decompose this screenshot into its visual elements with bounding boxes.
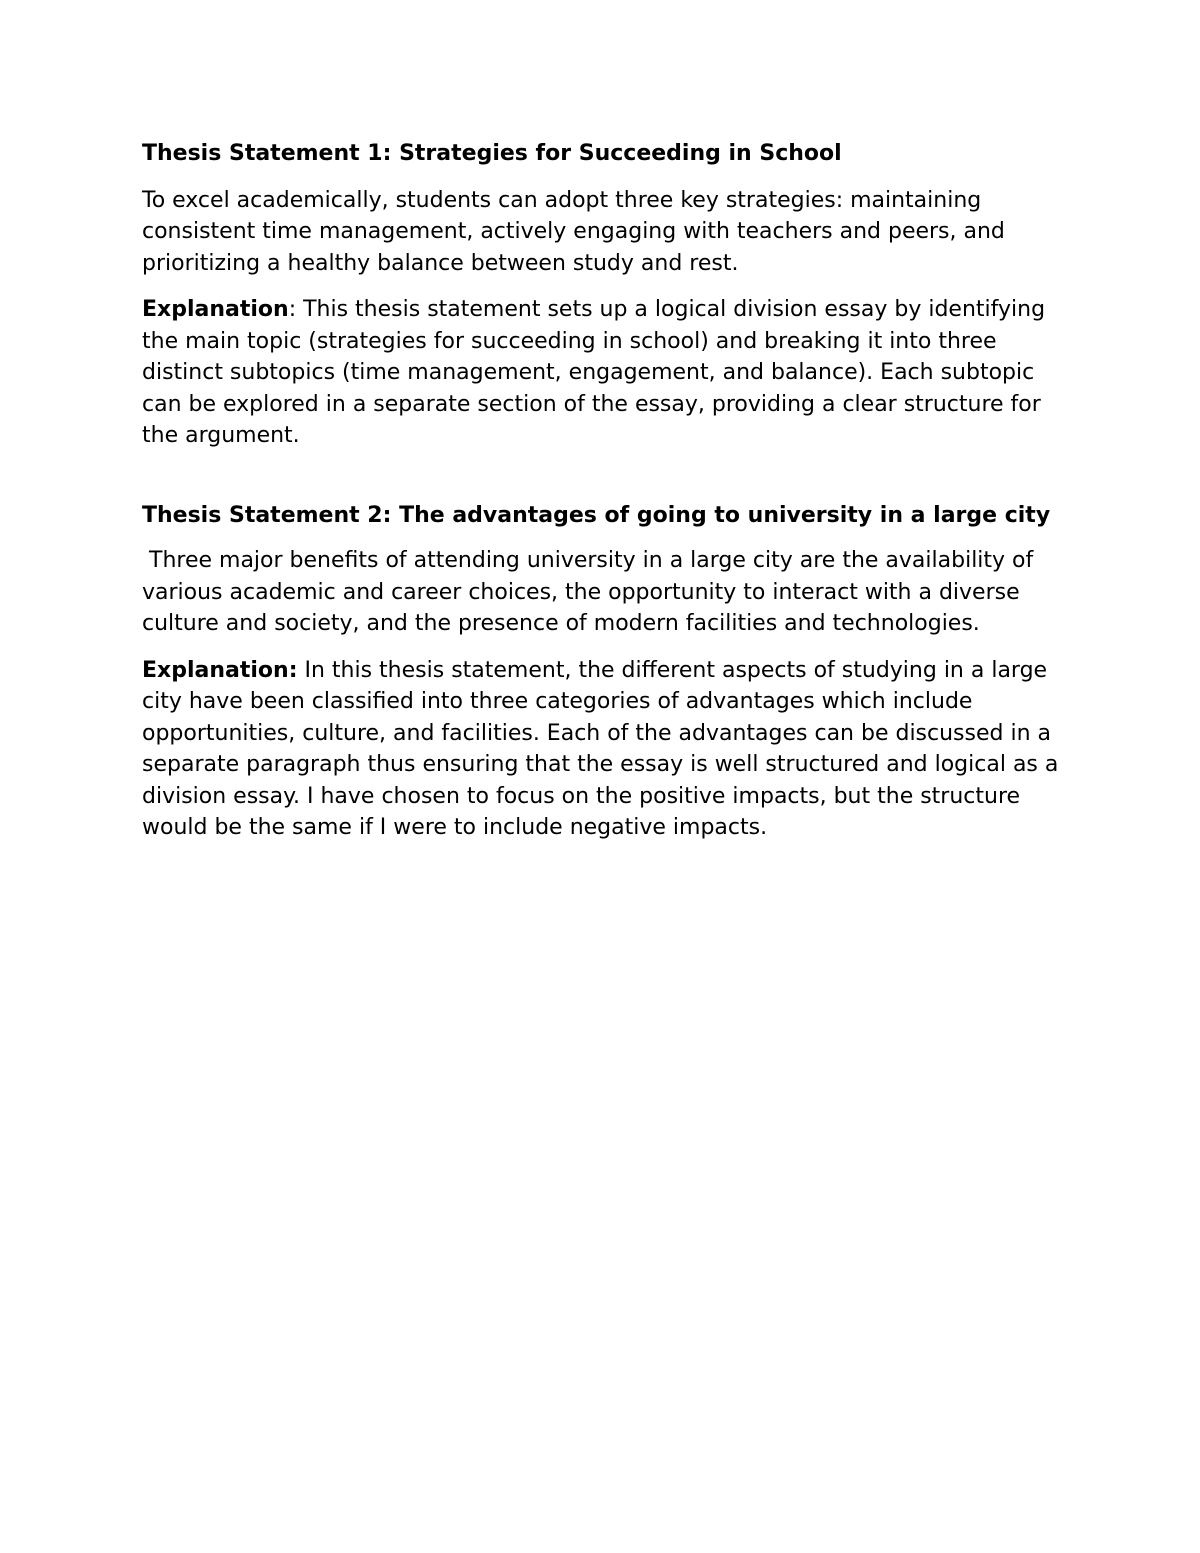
thesis-1-statement: To excel academically, students can adopt three key strategies: maintaining consistent time management, actively engaging with teachers and peers, and prioritizing a healthy balance between study and rest. (142, 187, 1005, 276)
thesis-2-statement: Three major benefits of attending university in a large city are the availability of various academic and career choices, the opportunity to interact with a diverse culture and society, and the presence of modern facilities and technologies. (142, 548, 1041, 636)
thesis-2-explanation-label: Explanation: (142, 657, 298, 683)
thesis-2-heading: Thesis Statement 2: The advantages of going to university in a large city (142, 502, 1051, 528)
thesis-1-explanation-label: Explanation (142, 297, 289, 322)
thesis-2-explanation (142, 655, 1077, 844)
thesis-2-explanation-text: In this thesis statement, the different aspects of studying in a large city have been classified into three categories of advantages which include opportunities, culture, and facilities. Each of the advantages can be discussed in a separate paragraph thus ensuring that the essay is well structured and logical as a division essay. I have chosen to focus on the positive impacts, but the structure would be the same if I were to include negative impacts. (142, 657, 1059, 840)
thesis-1-explanation (142, 294, 1077, 452)
thesis-1-explanation-text: : This thesis statement sets up a logical division essay by identifying the main topic (strategies for succeeding in school) and breaking it into three distinct subtopics (time management, engagement, and balance). Each subtopic can be explored in a separate section of the essay, providing a clear structure for the argument. (142, 297, 1046, 448)
document-body (142, 138, 1077, 844)
thesis-1-heading: Thesis Statement 1: Strategies for Succeeding in School (142, 141, 842, 166)
